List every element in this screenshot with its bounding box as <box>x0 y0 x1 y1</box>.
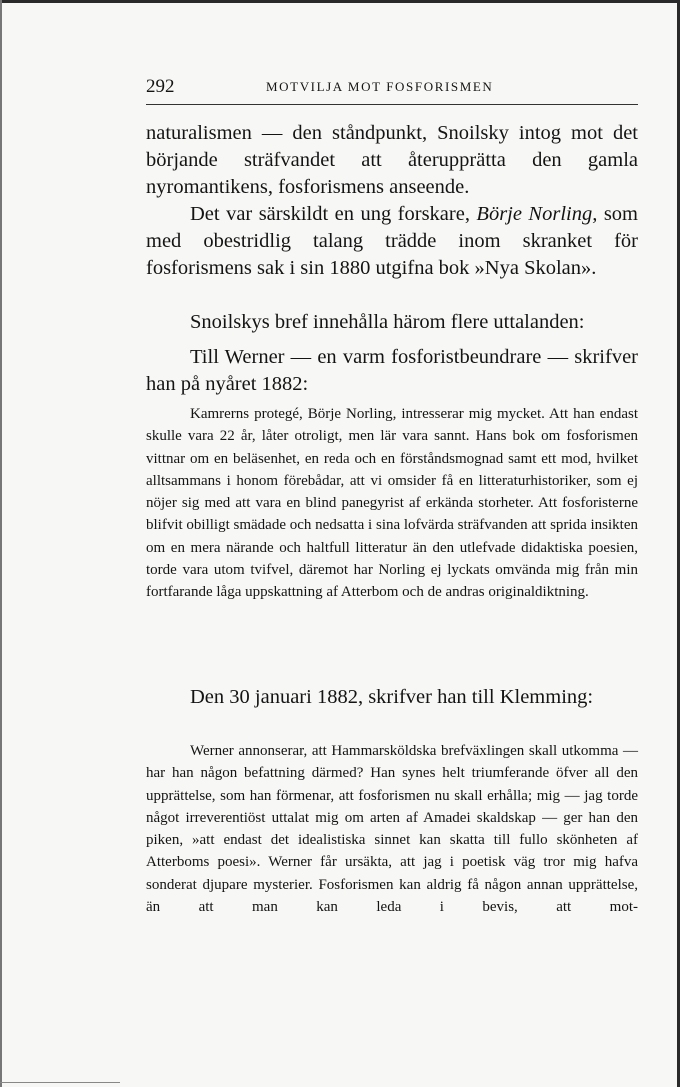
page-header <box>146 76 636 98</box>
paragraph-letters-intro: Snoilskys bref innehålla härom flere uttalanden: <box>190 311 585 333</box>
header-rule <box>146 104 638 105</box>
paragraph-text: Det var särskildt en ung forskare, <box>190 203 477 225</box>
letter-quote-klemming: Werner annonserar, att Hammarsköldska brefväxlingen skall utkomma — har han någon befattning därmed? Han synes helt triumferande öfver all den upprättelse, som han förmenar, att fosforismen nu skall erhålla; mig — jag torde något irreverentiöst uttalat mig om arten af Amadei skaldskap — ger han den piken, »att endast det idealistiska sinnet kan skatta till fullo skönheten af Atterboms poesi». Werner får ursäkta, att jag i poetisk väg tror mig hafva sonderat djupare mysterier. Fosforismen kan aldrig få någon annan upprättelse, än att man kan leda i bevis, att mot- <box>146 743 638 916</box>
page-number: 292 <box>146 76 175 97</box>
paragraph-norling <box>146 201 638 282</box>
scan-border-top <box>0 0 680 3</box>
paragraph-to-klemming: Den 30 januari 1882, skrifver han till Klemming: <box>190 686 594 708</box>
scan-border-left <box>0 0 2 1087</box>
paragraph-to-werner: Till Werner — en varm fosforistbeundrare — skrifver han på nyåret 1882: <box>146 346 638 395</box>
scan-mark-bottom <box>0 1082 120 1083</box>
paragraph-continuation: naturalismen — den ståndpunkt, Snoilsky intog mot det börjande sträfvandet att återupprätta den gamla nyromantikens, fosforismens anseende. <box>146 122 638 198</box>
running-title: MOTVILJA MOT FOSFORISMEN <box>266 79 494 94</box>
paragraph-text: som med obestridlig talang trädde inom skranket för fosforismens sak i sin 1880 utgifna bok »Nya Skolan». <box>146 203 638 279</box>
letter-quote-werner: Kamrerns protegé, Börje Norling, intresserar mig mycket. Att han endast skulle vara 22 år, låter otroligt, men lär vara sannt. Hans bok om fosforismen vittnar om en beläsenhet, en reda och en förståndsmognad samt ett mod, hvilket alltsammans i honom förebådar, att vi omsider få en litteraturhistoriker, som ej nöjer sig med att vara en blind panegyrist af erkända storheter. Att fosforisterne blifvit obilligt smädade och nedsatta i sina lofvärda sträfvanden att sprida insikten om en mera närande och haltfull litteratur än den utlefvade didaktiska poesien, torde vara utom tvifvel, däremot har Norling ej lyckats omvända mig från min fortfarande låga uppskattning af Atterbom och de andras originaldiktning. <box>146 406 638 601</box>
person-name: Börje Norling, <box>476 203 598 225</box>
